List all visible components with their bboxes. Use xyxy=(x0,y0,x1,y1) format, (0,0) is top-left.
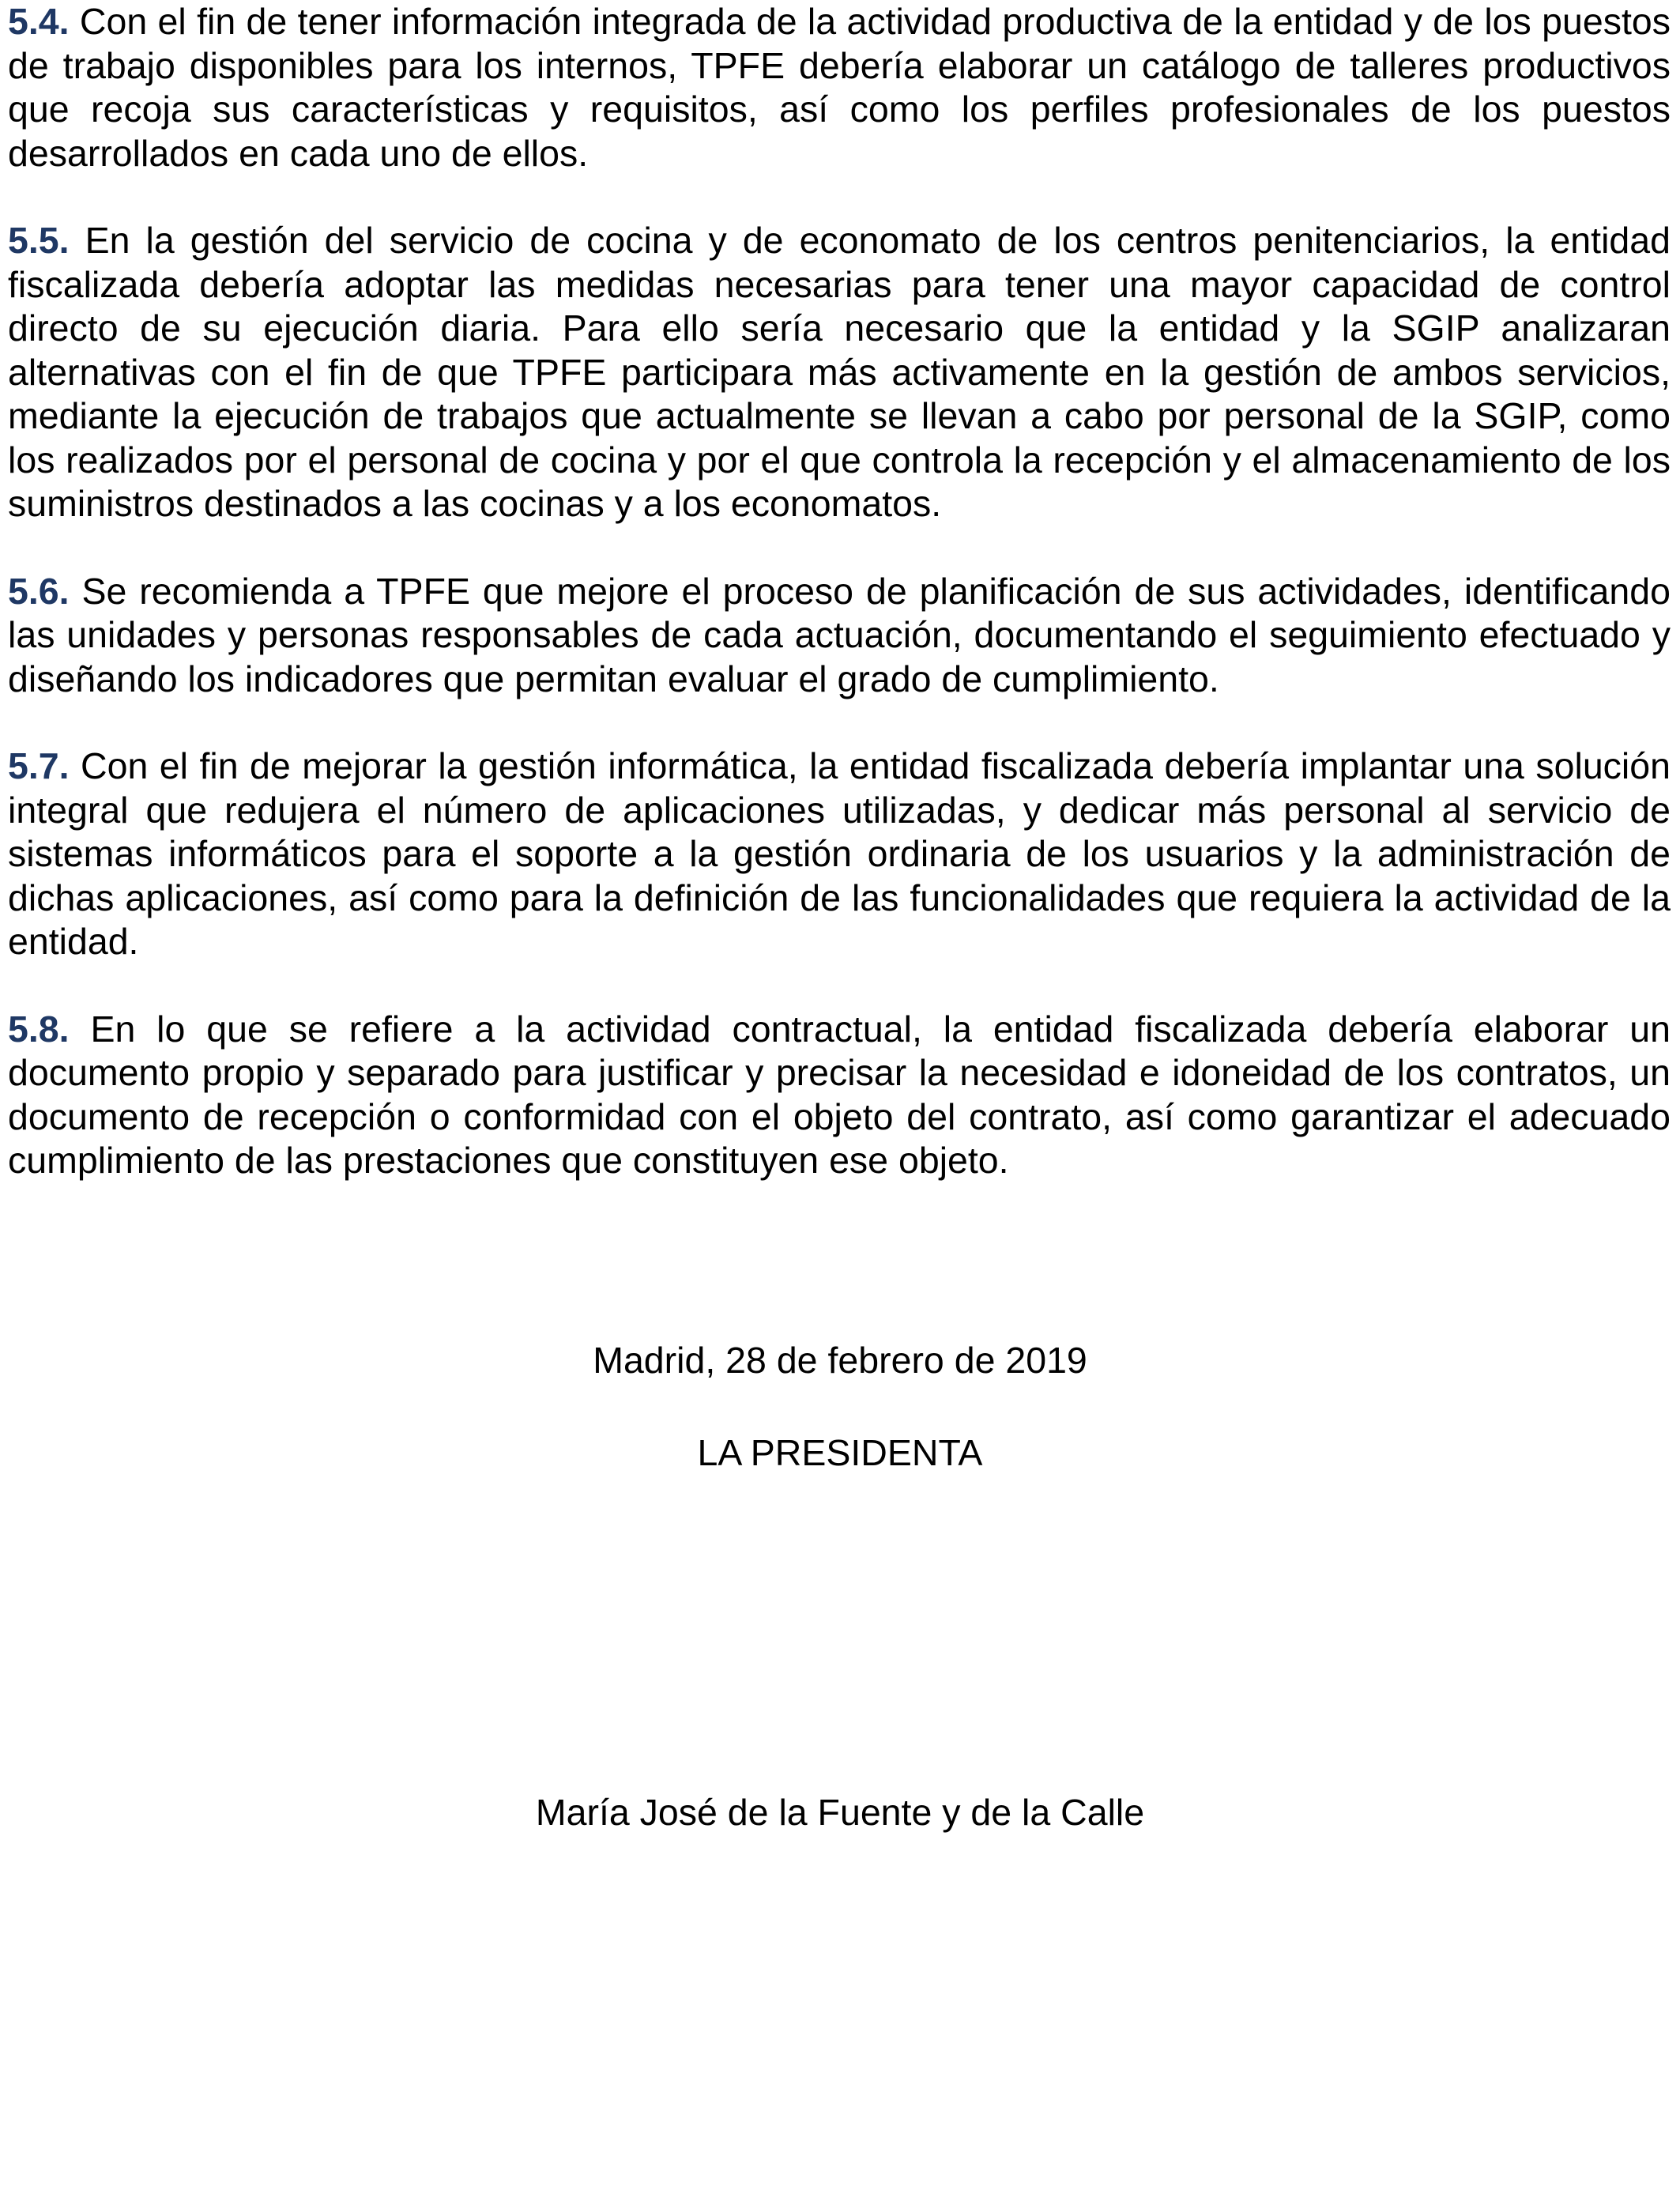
recommendations-section xyxy=(8,0,1671,1227)
paragraph-text: Con el fin de mejorar la gestión informática, la entidad fiscalizada debería implantar una solución integral que redujera el número de aplicaciones utilizadas, y dedicar más personal al servicio de sistemas informáticos para el soporte a la gestión ordinaria de los usuarios y la administración de dichas aplicaciones, así como para la definición de las funcionalidades que requiera la actividad de la entidad. xyxy=(8,745,1671,962)
paragraph-5-5 xyxy=(8,219,1671,526)
paragraph-5-6 xyxy=(8,570,1671,702)
paragraph-number: 5.4. xyxy=(8,1,70,42)
paragraph-5-8 xyxy=(8,1008,1671,1183)
signatory-name: María José de la Fuente y de la Calle xyxy=(535,1792,1145,1833)
paragraph-number: 5.7. xyxy=(8,745,70,786)
paragraph-text: Con el fin de tener información integrada de la actividad productiva de la entidad y de los puestos de trabajo disponibles para los internos, TPFE debería elaborar un catálogo de talleres productivos que recoja sus características y requisitos, así como los perfiles profesionales de los puestos desarrollados en cada uno de ellos. xyxy=(8,1,1671,174)
paragraph-5-4 xyxy=(8,0,1671,175)
signatory-role: LA PRESIDENTA xyxy=(697,1432,983,1473)
paragraph-text: Se recomienda a TPFE que mejore el proceso de planificación de sus actividades, identificando las unidades y personas responsables de cada actuación, documentando el seguimiento efectuado y diseñando los indicadores que permitan evaluar el grado de cumplimiento. xyxy=(8,570,1671,699)
place-date: Madrid, 28 de febrero de 2019 xyxy=(593,1340,1087,1381)
paragraph-number: 5.5. xyxy=(8,220,70,261)
paragraph-text: En lo que se refiere a la actividad contractual, la entidad fiscalizada debería elaborar un documento propio y separado para justificar y precisar la necesidad e idoneidad de los contratos, un documento de recepción o conformidad con el objeto del contrato, así como garantizar el adecuado cumplimiento de las prestaciones que constituyen ese objeto. xyxy=(8,1008,1671,1181)
paragraph-number: 5.8. xyxy=(8,1008,70,1050)
paragraph-text: En la gestión del servicio de cocina y de economato de los centros penitenciarios, la entidad fiscalizada debería adoptar las medidas necesarias para tener una mayor capacidad de control directo de su ejecución diaria. Para ello sería necesario que la entidad y la SGIP analizaran alternativas con el fin de que TPFE participara más activamente en la gestión de ambos servicios, mediante la ejecución de trabajos que actualmente se llevan a cabo por personal de la SGIP, como los realizados por el personal de cocina y por el que controla la recepción y el almacenamiento de los suministros destinados a las cocinas y a los economatos. xyxy=(8,220,1671,524)
paragraph-number: 5.6. xyxy=(8,570,70,612)
paragraph-5-7 xyxy=(8,745,1671,964)
